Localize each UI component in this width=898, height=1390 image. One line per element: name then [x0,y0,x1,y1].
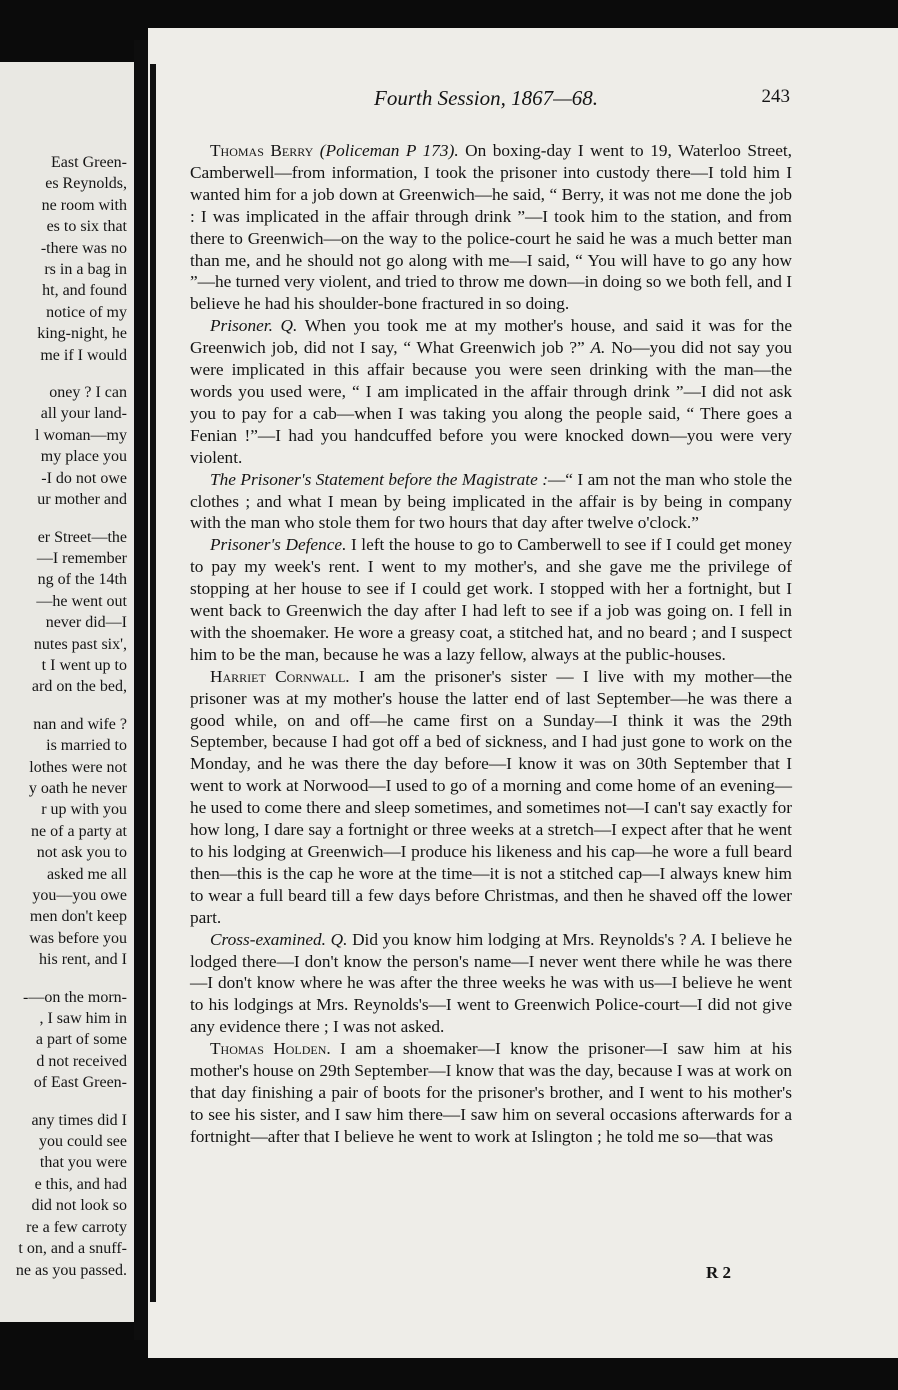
paragraph-text: When you took me at my mother's house, and said it was for the Greenwich job, did not I say, “ What Greenwich job ?” [190,316,793,358]
left-page-line: ne as you passed. [15,1261,127,1279]
left-page-line: ht, and found [42,282,127,300]
book-gutter [134,40,148,1340]
left-page-line: ur mother and [37,491,127,509]
left-page-line: my place you [40,448,127,466]
paragraph-text: I am a shoemaker—I know the prisoner—I saw him at his mother's house on 29th September—I know that was the day, because I was at work on that day finishing a pair of boots for the prisoner's brother, and I went to his mother's to see his sister, and I saw him there—I saw him on several occasions afterwards for a fortnight—after that I believe he went to work at Islington ; he told me so—that was [190,1039,792,1146]
left-page-line: not ask you to [36,844,127,862]
left-page-line: ng of the 14th [37,571,127,589]
left-page-line: East Green- [51,154,127,171]
answer-label: A. [590,338,606,358]
paragraph-thomas-berry [190,140,792,315]
paragraph-prisoner-question [190,315,792,468]
left-page-text [0,152,127,1281]
left-page [0,62,134,1322]
signature-mark: R 2 [706,1263,732,1282]
left-page-line: did not look so [31,1197,127,1215]
left-page-line: nutes past six', [33,635,127,653]
witness-role: (Policeman P 173). [319,141,459,160]
left-page-line: all your land- [40,405,127,423]
left-page-line: r up with you [41,801,127,819]
witness-name: Thomas Berry [210,141,314,160]
left-page-line: re a few carroty [26,1218,127,1236]
left-page-line: of East Green- [33,1074,127,1092]
left-page-line: lothes were not [29,758,127,776]
left-page-line: e this, and had [34,1175,127,1193]
page-margin-rule [150,64,156,1302]
paragraph-text: —“ I am not the man who stole the clothes ; and what I mean by being implicated in the affair is by being in company with the man who stole them for two hours that day after twelve o'clock.” [190,469,792,533]
left-page-line: es to six that [46,218,127,236]
paragraph-text: I believe he lodged there—I don't know the person's name—I never went there while he was there—I don't know where he was after the three weeks he was with us—I believe he went to his lodgings at Mrs. Reynolds's—I went to Greenwich Police-court—I did not give any evidence there ; I was not asked. [190,929,792,1037]
witness-name: Thomas Holden. [210,1039,331,1059]
left-page-line: never did—I [45,614,127,632]
left-page-line: d not received [36,1052,127,1070]
left-page-line: -—on the morn- [23,988,127,1006]
page-header [210,86,790,116]
left-page-line: asked me all [47,865,127,883]
paragraph-cross-examined [190,929,792,1039]
witness-name: Harriet Cornwall. [210,666,350,686]
left-page-line: any times did I [31,1111,127,1129]
left-page-line: ne of a party at [31,822,127,840]
left-page-line: me if I would [40,346,127,364]
left-page-line: ne room with [41,196,127,214]
left-page-line: t I went up to [41,656,127,674]
page-number: 243 [761,86,790,107]
paragraph-text: Did you know him lodging at Mrs. Reynolds's ? [347,929,692,949]
left-page-line: —he went out [36,592,127,610]
paragraph-prisoner-statement [190,469,792,535]
left-page-line: l woman—my [35,426,127,444]
left-page-line: his rent, and I [39,951,127,969]
left-page-line: king-night, he [37,325,127,343]
left-page-line: you—you owe [32,887,127,904]
left-page-line: you could see [39,1133,127,1151]
speaker-label: Prisoner. Q. [210,316,298,336]
left-page-line: was before you [29,929,127,947]
left-page-line: rs in a bag in [44,261,127,279]
paragraph-text: No—you did not say you were implicated in this affair because you were seen drinking with the man—the words you used were, “ I am implicated in the affair through drink ”—I did not ask you to pay for a cab—when I was taking you along the people said, “ There goes a Fenian !”—I had you handcuffed before you were knocked down—you were very violent. [190,338,792,467]
cross-examined-label: Cross-examined. Q. [210,929,348,949]
left-page-line: nan and wife ? [33,715,127,733]
left-page-line: men don't keep [29,908,127,926]
left-page-line: es Reynolds, [45,175,127,193]
left-page-line: t on, and a snuff- [18,1240,127,1258]
running-head: Fourth Session, 1867—68. [374,86,599,110]
left-page-line: —I remember [36,549,127,567]
paragraph-thomas-holden [190,1038,792,1148]
statement-label: The Prisoner's Statement before the Magistrate : [210,469,548,489]
paragraph-harriet-cornwall [190,666,792,929]
paragraph-text: On boxing-day I went to 19, Waterloo Street, Camberwell—from information, I took the prisoner into custody there—I told him I wanted him for a job down at Greenwich—he said, “ Berry, it was not me done the job : I was implicated in the affair through drink ”—I took him to the station, and from there to Greenwich—on the way to the police-court he said he was a much better man than me, and he should not go along with me—I said, “ You will have to go any how ”—he turned very violent, and tried to throw me down—in doing so we both fell, and I believe he had his shoulder-bone fractured in so doing. [190,141,792,314]
paragraph-prisoner-defence [190,534,792,665]
defence-label: Prisoner's Defence. [210,535,347,555]
left-page-line: a part of some [35,1031,127,1049]
answer-label: A. [691,929,707,949]
left-page-line: notice of my [46,303,127,321]
left-page-line: -there was no [40,239,127,257]
left-page-line: that you were [39,1154,127,1172]
left-page-line: is married to [46,737,127,755]
left-page-line: oney ? I can [49,384,127,402]
paragraph-text: I am the prisoner's sister — I live with my mother—the prisoner was at my mother's house the latter end of last September—he was there a good while, on and off—he came first on a Sunday—I think it was the 29th September, because I had got off a bed of sickness, and I had just gone to work on the Monday, and he was there the day before—I know it was on 30th September that I went to work at Norwood—I used to go of a morning and come home of an evening—he used to come there and sleep sometimes, and sometimes not—I can't say exactly for how long, I dare say a fortnight or three weeks at a stretch—I expect after that he went to his lodging at Greenwich—I produce his likeness and his cap—he wore a full beard then—this is the cap he wore at the time—it is not a stitched cap—I always knew him to wear a full beard till a few days before Christmas, and then he shaved off the lower part. [190,666,792,927]
left-page-line: ard on the bed, [31,678,127,696]
left-page-line: er Street—the [37,528,127,546]
main-text [190,140,792,1148]
left-page-line: -I do not owe [41,469,127,487]
left-page-line: , I saw him in [39,1010,127,1028]
paragraph-text: I left the house to go to Camberwell to see if I could get money to pay my week's rent. I went to my mother's, and she gave me the privilege of stopping at her house to see if I could get work. I stopped with her a fortnight, but I went back to Greenwich the day after I had left to see if a job was going on. I fell in with the shoemaker. He wore a greasy coat, a stitched hat, and no beard ; and I suspect him to be the man, because he was a lazy fellow, always at the public-houses. [190,535,792,664]
left-page-line: y oath he never [28,779,127,797]
